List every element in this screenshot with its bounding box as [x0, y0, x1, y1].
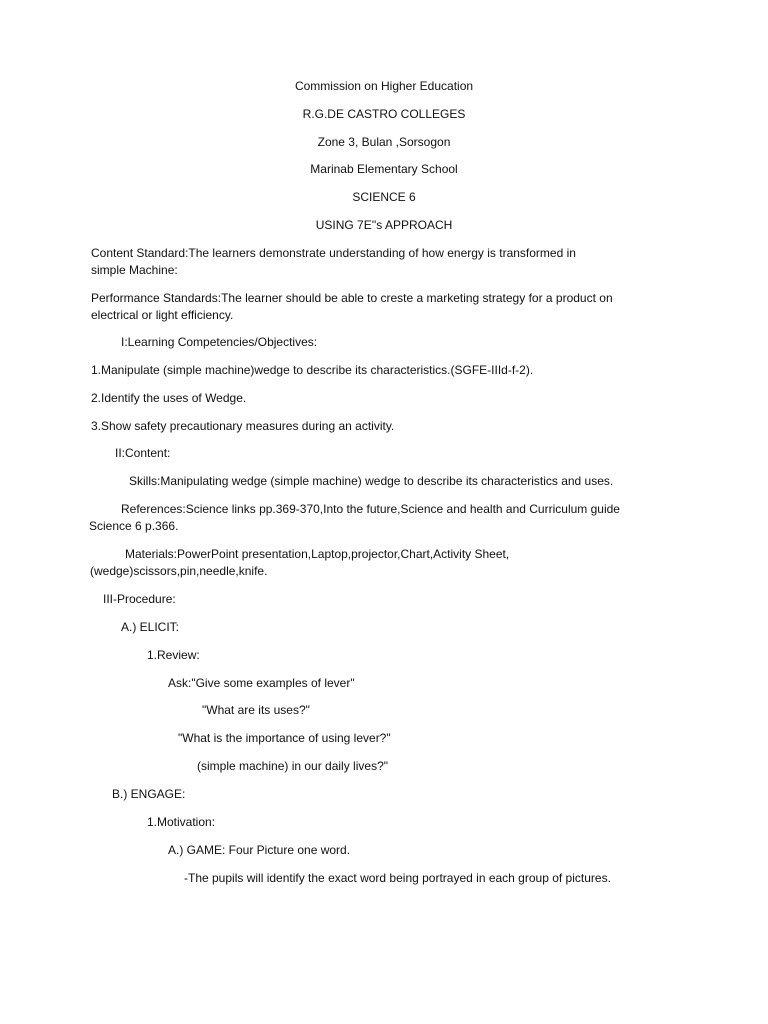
- objectives-heading: I:Learning Competencies/Objectives:: [121, 335, 318, 349]
- motivation-heading: 1.Motivation:: [147, 815, 216, 829]
- commission-line: Commission on Higher Education: [294, 79, 474, 93]
- performance-standard-line2: electrical or light efficiency.: [91, 308, 234, 322]
- ask-question-1: Ask:"Give some examples of lever": [168, 676, 355, 690]
- college-address: Zone 3, Bulan ,Sorsogon: [317, 135, 451, 149]
- ask-question-2: "What are its uses?": [202, 703, 310, 717]
- ask-question-4: (simple machine) in our daily lives?": [197, 759, 388, 773]
- objective-item-1: 1.Manipulate (simple machine)wedge to describe its characteristics.(SGFE-IIId-f-2).: [91, 363, 534, 377]
- references-line2: Science 6 p.366.: [89, 519, 179, 533]
- procedure-heading: III-Procedure:: [103, 592, 176, 606]
- college-name: R.G.DE CASTRO COLLEGES: [302, 107, 466, 121]
- ask-question-3: "What is the importance of using lever?": [178, 731, 391, 745]
- performance-standard-line1: Performance Standards:The learner should be able to creste a marketing strategy for a product on: [91, 291, 613, 305]
- game-instruction: -The pupils will identify the exact word being portrayed in each group of pictures.: [184, 871, 611, 885]
- approach-title: USING 7E''s APPROACH: [315, 218, 453, 232]
- subject-title: SCIENCE 6: [352, 190, 416, 204]
- content-heading: II:Content:: [115, 446, 171, 460]
- review-heading: 1.Review:: [147, 648, 200, 662]
- elicit-heading: A.) ELICIT:: [121, 620, 180, 634]
- objective-item-2: 2.Identify the uses of Wedge.: [91, 391, 247, 405]
- references-line1: References:Science links pp.369-370,Into the future,Science and health and Curriculum guide: [121, 502, 620, 516]
- skills-line: Skills:Manipulating wedge (simple machine) wedge to describe its characteristics and uses.: [129, 474, 614, 488]
- materials-line2: (wedge)scissors,pin,needle,knife.: [90, 564, 268, 578]
- school-name: Marinab Elementary School: [310, 162, 458, 176]
- materials-line1: Materials:PowerPoint presentation,Laptop,projector,Chart,Activity Sheet,: [125, 547, 510, 561]
- objective-item-3: 3.Show safety precautionary measures during an activity.: [91, 419, 395, 433]
- content-standard-line1: Content Standard:The learners demonstrate understanding of how energy is transformed in: [91, 246, 576, 260]
- content-standard-line2: simple Machine:: [91, 263, 178, 277]
- engage-heading: B.) ENGAGE:: [112, 787, 186, 801]
- game-line: A.) GAME: Four Picture one word.: [168, 843, 351, 857]
